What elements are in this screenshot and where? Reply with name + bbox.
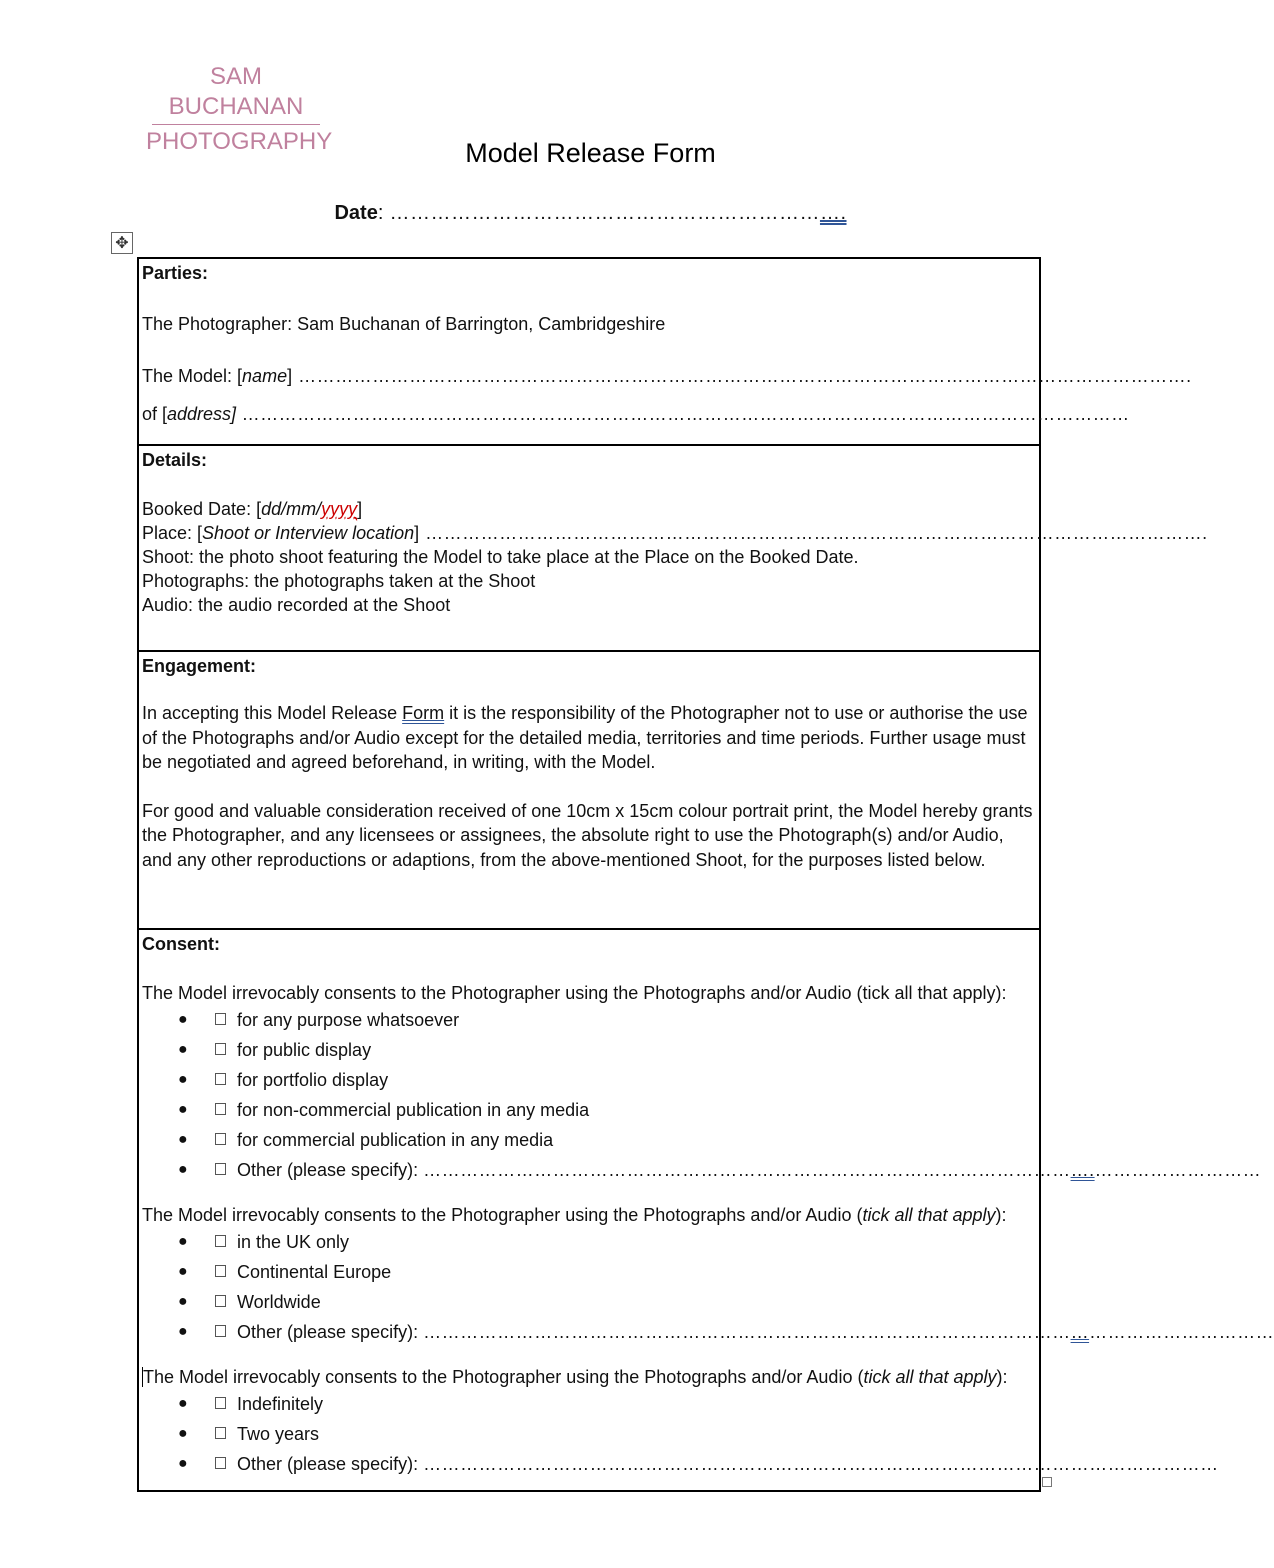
date-field[interactable]: Date: …………………………………………………………. <box>334 202 847 224</box>
engagement-section <box>139 656 1039 930</box>
purpose-option[interactable]: ● for non-commercial publication in any media <box>178 1100 590 1120</box>
period-option[interactable]: ● Two years <box>178 1424 320 1444</box>
date-label: Date <box>334 202 378 224</box>
photographs-definition: Photographs: the photographs taken at the Shoot <box>142 571 536 591</box>
checkbox[interactable] <box>215 1133 226 1145</box>
purpose-option[interactable]: ● for any purpose whatsoever <box>178 1010 460 1030</box>
release-form-table <box>137 257 1274 1492</box>
photographer-line: The Photographer: Sam Buchanan of Barrington, Cambridgeshire <box>142 314 666 334</box>
model-address-field[interactable]: of [address] ……………………………………………………………………………………………………………………………… <box>142 404 1130 424</box>
table-move-handle-icon[interactable]: ✥ <box>111 232 133 254</box>
period-options <box>142 1389 1219 1479</box>
place-field[interactable]: Place: [Shoot or Interview location] ………………………………………………………………………………………………………………. <box>142 523 1208 543</box>
details-heading: Details: <box>142 450 208 470</box>
checkbox[interactable] <box>215 1457 226 1469</box>
checkbox[interactable] <box>215 1043 226 1055</box>
audio-definition: Audio: the audio recorded at the Shoot <box>142 595 451 615</box>
territory-other-option[interactable]: ● Other (please specify): ………………………………………………………………………………………………………………………… <box>178 1322 1274 1342</box>
booked-date-field[interactable]: Booked Date: [dd/mm/yyyy] <box>142 499 363 519</box>
consent-intro-periods: The Model irrevocably consents to the Photographer using the Photographs and/or Audio (tick all that apply): <box>143 1367 1008 1387</box>
purpose-options <box>142 1005 1262 1185</box>
consent-intro-purposes: The Model irrevocably consents to the Photographer using the Photographs and/or Audio (tick all that apply): <box>142 983 1007 1003</box>
checkbox[interactable] <box>215 1163 226 1175</box>
engagement-heading: Engagement: <box>142 656 257 676</box>
purpose-option[interactable]: ● for portfolio display <box>178 1070 389 1090</box>
model-name-field[interactable]: The Model: [name] ………………………………………………………………………………………………………………………………. <box>142 366 1192 386</box>
consent-intro-territories: The Model irrevocably consents to the Photographer using the Photographs and/or Audio (tick all that apply): <box>142 1205 1007 1225</box>
date-dots: ……………………………………………………… <box>383 202 820 224</box>
parties-section <box>139 263 1192 446</box>
checkbox[interactable] <box>215 1103 226 1115</box>
checkbox[interactable] <box>215 1265 226 1277</box>
parties-heading: Parties: <box>142 263 209 283</box>
page-title: Model Release Form <box>465 138 716 168</box>
checkbox[interactable] <box>215 1073 226 1085</box>
purpose-other-option[interactable]: ● Other (please specify): ……………………………………………………………………………………………….……………………… <box>178 1160 1262 1180</box>
logo-rule <box>152 124 320 125</box>
checkbox[interactable] <box>215 1235 226 1247</box>
engagement-paragraph-2: For good and valuable consideration received of one 10cm x 15cm colour portrait print, the Model hereby grants the Photographer, and any licensees or assignees, the absolute right to use the Photograph(s) and/or Audio, and any other reproductions or adaptions, from the above-mentioned Shoot, for the purposes listed below. <box>142 800 1033 870</box>
period-option[interactable]: ● Indefinitely <box>178 1394 324 1414</box>
purpose-option[interactable]: ● for public display <box>178 1040 372 1060</box>
territory-option[interactable]: ● in the UK only <box>178 1232 350 1252</box>
details-section <box>139 450 1208 652</box>
logo-line-2: PHOTOGRAPHY <box>146 128 333 155</box>
table-resize-handle[interactable] <box>1042 1477 1052 1487</box>
checkbox[interactable] <box>215 1295 226 1307</box>
shoot-definition: Shoot: the photo shoot featuring the Model to take place at the Place on the Booked Date. <box>142 547 859 567</box>
checkbox[interactable] <box>215 1397 226 1409</box>
consent-section <box>139 934 1274 1490</box>
checkbox[interactable] <box>215 1325 226 1337</box>
logo-line-1: SAM BUCHANAN <box>168 63 304 120</box>
territory-option[interactable]: ● Worldwide <box>178 1292 321 1312</box>
territory-option[interactable]: ● Continental Europe <box>178 1262 392 1282</box>
date-dots-underlined: …. <box>819 202 847 224</box>
form-link[interactable]: Form <box>402 703 445 723</box>
territory-options <box>142 1227 1274 1347</box>
purpose-option[interactable]: ● for commercial publication in any media <box>178 1130 554 1150</box>
consent-heading: Consent: <box>142 934 220 954</box>
period-other-option[interactable]: ● Other (please specify): ………………………………………………………………………………………………………………… <box>178 1454 1219 1474</box>
engagement-paragraph-1: In accepting this Model Release Form it is the responsibility of the Photographer not to use or authorise the use of the Photographs and/or Audio except for the detailed media, territories and time periods. Further usage must be negotiated and agreed beforehand, in writing, with the Model. <box>142 703 1028 772</box>
checkbox[interactable] <box>215 1427 226 1439</box>
checkbox[interactable] <box>215 1013 226 1025</box>
